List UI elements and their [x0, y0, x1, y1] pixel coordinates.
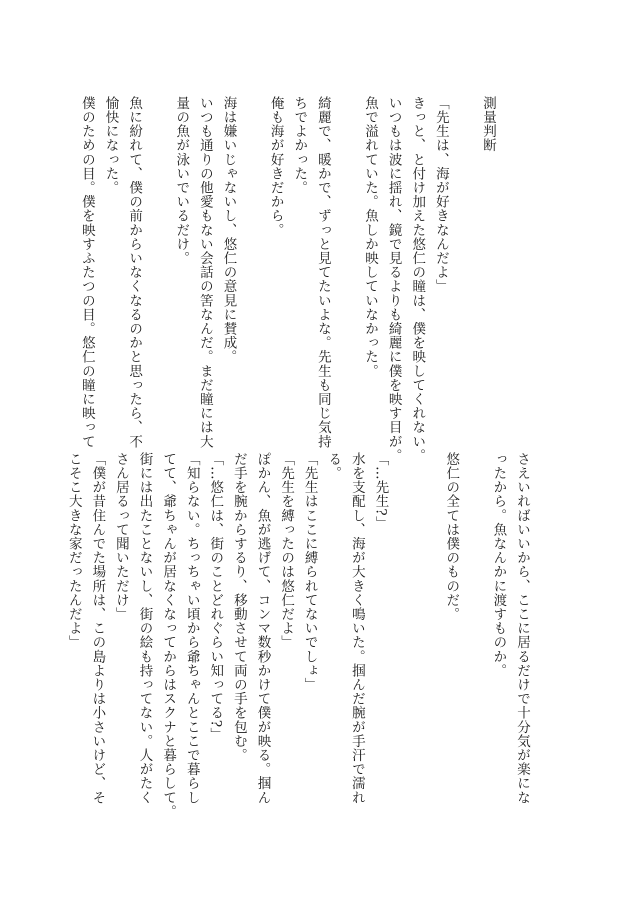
top-text-line: 綺麗で、暖かで、ずっと見てたいよな。先生も同じ気持: [314, 96, 331, 449]
top-text-block: [74, 96, 499, 463]
top-text-line: 海は嫌いじゃないし、悠仁の意見に賛成。: [220, 96, 237, 364]
top-text-line: 「先生は、海が好きなんだよ」: [432, 96, 449, 294]
top-text-line: いつもは波に揺れ、鏡で見るよりも綺麗に僕を映す目が。: [385, 96, 402, 463]
top-text-line: きっと、と付け加えた悠仁の瞳は、僕を映してくれない。: [409, 96, 426, 463]
bottom-text-line: さん居るって聞いただけ」: [112, 452, 129, 622]
top-text-line: 僕のための目。僕を映すふたつの目。悠仁の瞳に映って: [78, 96, 95, 449]
bottom-text-line: 「…先生?」: [372, 452, 389, 531]
top-text-line: 魚で溢れていた。魚しか映していなかった。: [362, 96, 379, 378]
top-text-line: 魚に紛れて、僕の前からいなくなるのかと思ったら、不: [126, 96, 143, 449]
top-text-line: 愉快になった。: [102, 96, 119, 195]
bottom-text-line: 「先生はここに縛られてないでしょ」: [301, 452, 318, 692]
top-text-line: いつも通りの他愛もない会話の筈なんだ。まだ瞳には大: [196, 96, 213, 449]
bottom-text-block: [61, 452, 533, 837]
bottom-text-line: ぽかん、魚が逃げて、コンマ数秒かけて僕が映る。掴ん: [254, 452, 271, 805]
bottom-text-line: ったから。魚なんかに渡すものか。: [490, 452, 507, 678]
bottom-text-line: る。: [325, 452, 342, 481]
bottom-text-line: だ手を腕からするり、移動させて両の手を包む。: [230, 452, 247, 763]
bottom-text-line: てて、爺ちゃんが居なくなってからはスクナと暮らして。: [160, 452, 177, 819]
bottom-text-line: 街には出たことないし、街の絵も持ってない。人がたく: [136, 452, 153, 805]
bottom-text-line: 「知らない。ちっちゃい頃から爺ちゃんとここで暮らし: [183, 452, 200, 805]
top-text-line: 測量判断: [480, 96, 496, 153]
bottom-text-line: さえいればいいから、ここに居るだけで十分気が楽にな: [514, 452, 530, 805]
top-text-line: ちでよかった。: [291, 96, 308, 195]
top-text-line: 俺も海が好きだから。: [267, 96, 284, 237]
bottom-text-line: こそこ大きな家だったんだよ」: [65, 452, 82, 650]
bottom-text-line: 水を支配し、海が大きく鳴いた。掴んだ腕が手汗で濡れ: [348, 452, 365, 805]
bottom-text-line: 悠仁の全ては僕のものだ。: [443, 452, 460, 622]
bottom-text-line: 「先生を縛ったのは悠仁だよ」: [278, 452, 295, 650]
bottom-text-line: 「僕が昔住んでた場所は、この島よりは小さいけど、そ: [89, 452, 106, 805]
bottom-text-line: 「…悠仁は、街のことどれぐらい知ってる?」: [207, 452, 224, 742]
top-text-line: 量の魚が泳いでいるだけ。: [173, 96, 190, 266]
